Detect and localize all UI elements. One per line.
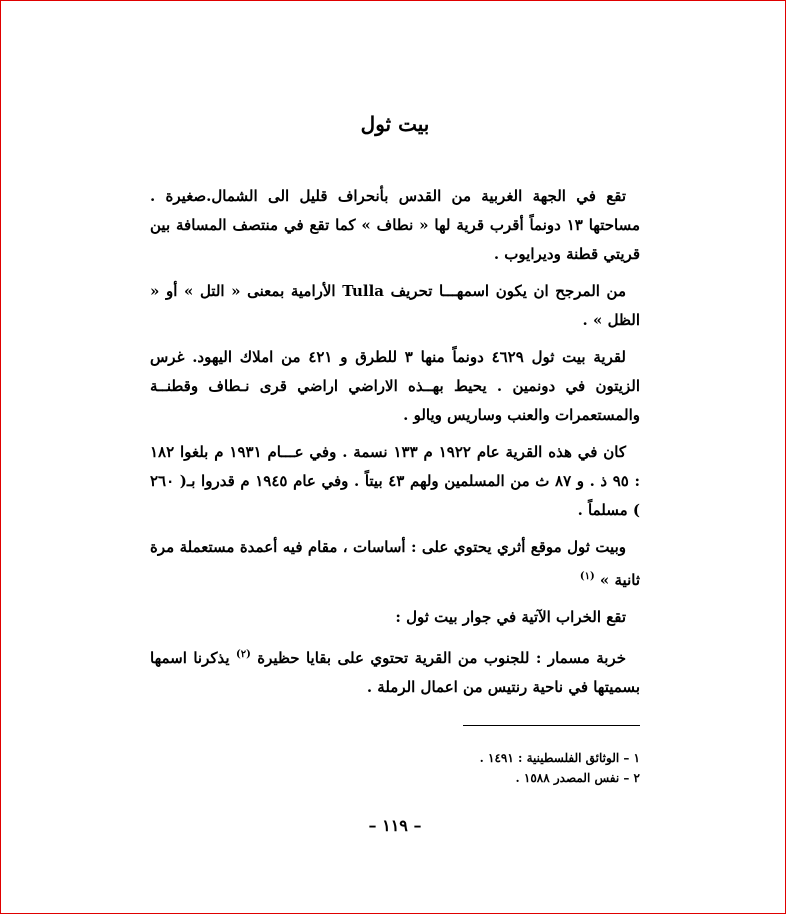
ruin-text-after: يذكرنا اسمها بسميتها في ناحية رنتيس من اعمال الرملة . xyxy=(150,649,640,696)
paragraph-population: كان في هذه القرية عام ١٩٢٢ م ١٣٣ نسمة . وفي عـــام ١٩٣١ م بلغوا ١٨٢ : ٩٥ ذ . و ٨٧ ث من المسلمين ولهم ٤٣ بيتاً . وفي عام ١٩٤٥ م قدروا بـ( ٢٦٠ ) مسلماً . xyxy=(150,443,640,519)
footnote-2: ٢ – نفس المصدر ١٥٨٨ . xyxy=(515,771,640,785)
footnote-ref-1: (١) xyxy=(579,571,595,582)
document-body xyxy=(150,110,640,710)
paragraph-location: تقع في الجهة الغربية من القدس بأنحراف قليل الى الشمال.صغيرة . مساحتها ١٣ دونماً أقرب قرية لها « نطاف » كما تقع في منتصف المسافة بين قريتي قطنة وديرايوب . xyxy=(150,187,640,263)
paragraph-archaeology-text: وبيت ثول موقع أثري يحتوي على : أساسات ، مقام فيه أعمدة مستعملة مرة ثانية » xyxy=(150,538,640,589)
page-title: بيت ثول xyxy=(360,112,430,136)
paragraph-archaeology xyxy=(150,533,640,595)
paragraph-etymology: من المرجح ان يكون اسمهـــا تحريف Tulla الأرامية بمعنى « التل » أو « الظل » . xyxy=(150,282,640,329)
paragraph-land: لقرية بيت ثول ٤٦٢٩ دونماً منها ٣ للطرق و ٤٢١ من املاك اليهود. غرس الزيتون في دونمين . يحيط بهــذه الاراضي اراضي قرى نـطاف وقطنــة والمستعمرات والعنب وساريس ويالو . xyxy=(150,348,640,424)
ruin-text-before: للجنوب من القرية تحتوي على بقايا حظيرة xyxy=(257,649,536,667)
footnote-1: ١ – الوثائق الفلسطينية : ١٤٩١ . xyxy=(479,751,640,765)
footnotes xyxy=(250,748,640,788)
paragraph-ruins-intro: تقع الخراب الآتية في جوار بيت ثول : xyxy=(395,608,626,626)
ruin-name: خربة مسمار : xyxy=(535,649,626,667)
footnote-divider xyxy=(463,725,640,726)
paragraph-ruin-entry xyxy=(150,640,640,702)
footnote-ref-2: (٢) xyxy=(236,649,251,660)
page-number: – ١١٩ – xyxy=(368,816,422,835)
